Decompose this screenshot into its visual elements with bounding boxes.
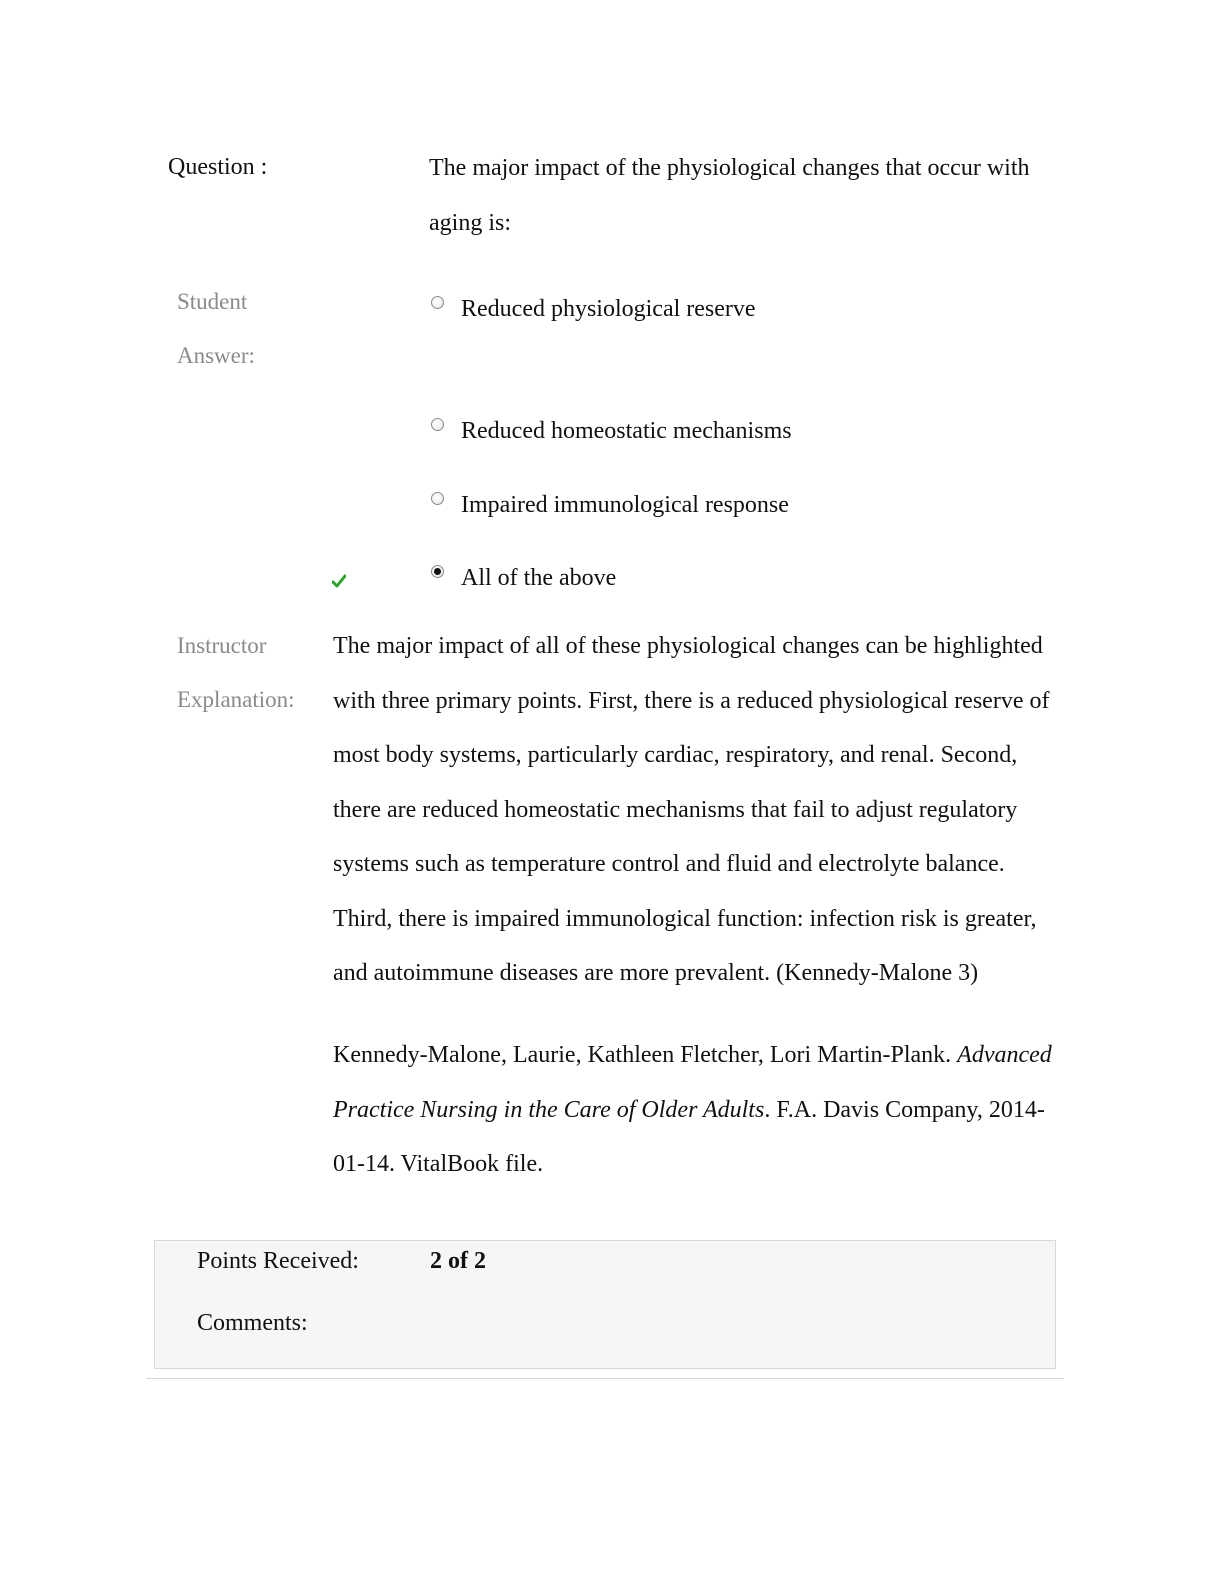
- student-answer-label-line1: Student: [177, 289, 248, 314]
- radio-button-icon[interactable]: [431, 418, 444, 431]
- question-text: The major impact of the physiological changes that occur with aging is:: [429, 155, 1030, 236]
- answer-option-label: Reduced homeostatic mechanisms: [461, 418, 792, 444]
- reference-publisher: . F.A. Davis Company, 2014-01-14. VitalBook file.: [333, 1096, 1045, 1177]
- divider: [146, 1378, 1064, 1379]
- comments-label: Comments:: [197, 1310, 308, 1336]
- answer-option-selected[interactable]: [431, 561, 616, 593]
- student-answer-label-line2: Answer:: [177, 343, 255, 368]
- answer-option[interactable]: [431, 488, 789, 520]
- instructor-explanation-text: The major impact of all of these physiological changes can be highlighted with three primary points. First, there is a reduced physiological reserve of most body systems, particularly cardiac, respiratory, and renal. Second, there are reduced homeostatic mechanisms that fail to adjust regulatory systems such as temperature control and fluid and electrolyte balance. Third, there is impaired immunological function: infection risk is greater, and autoimmune diseases are more prevalent. (Kennedy-Malone 3): [333, 633, 1050, 986]
- answer-option-label: All of the above: [461, 565, 617, 591]
- reference-authors: Kennedy-Malone, Laurie, Kathleen Fletcher, Lori Martin-Plank.: [333, 1042, 958, 1068]
- reference-citation: [333, 1028, 1063, 1192]
- radio-button-selected-icon[interactable]: [431, 565, 444, 578]
- question-label: Question :: [168, 154, 268, 180]
- instructor-explanation-label: [177, 619, 295, 727]
- radio-button-icon[interactable]: [431, 492, 444, 505]
- answer-option[interactable]: [431, 292, 756, 324]
- answer-option-label: Impaired immunological response: [461, 492, 789, 518]
- answer-option-label: Reduced physiological reserve: [461, 296, 756, 322]
- correct-check-icon: [332, 574, 346, 588]
- instructor-explanation-label-line2: Explanation:: [177, 687, 295, 712]
- instructor-explanation-label-line1: Instructor: [177, 633, 267, 658]
- answer-option[interactable]: [431, 414, 792, 446]
- student-answer-label: [177, 275, 255, 383]
- reference-title: Advanced Practice Nursing in the Care of Older Adults: [333, 1042, 1052, 1123]
- points-received-label: Points Received:: [197, 1248, 359, 1274]
- points-received-value: 2 of 2: [430, 1248, 486, 1274]
- radio-button-icon[interactable]: [431, 296, 444, 309]
